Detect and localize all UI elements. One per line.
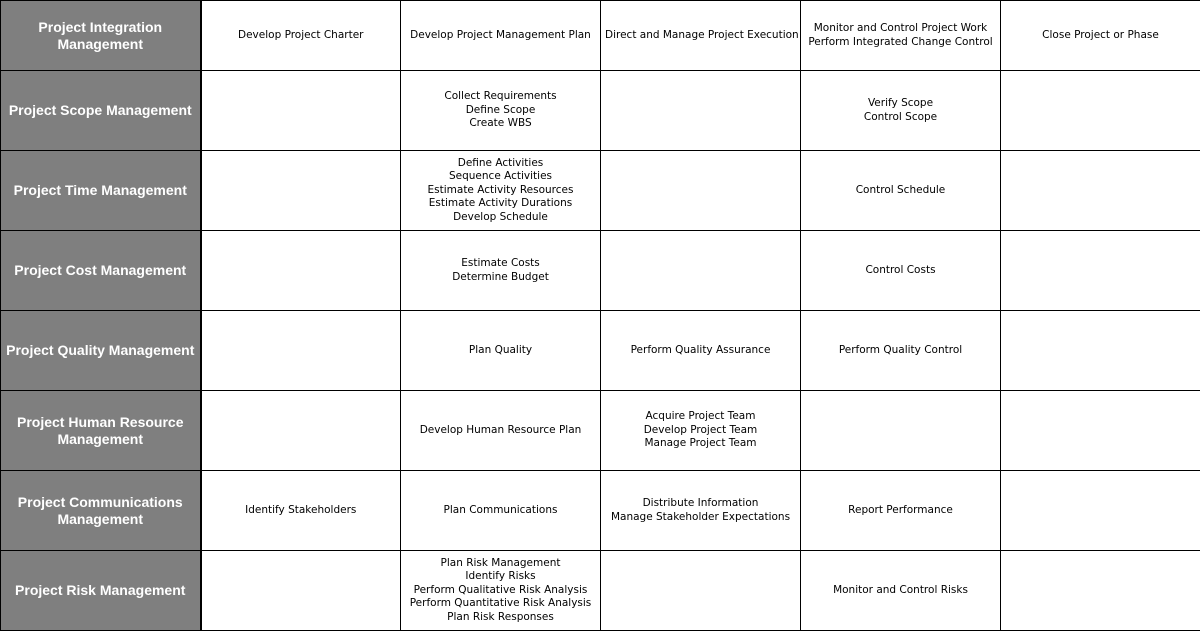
process-name: Sequence Activities	[405, 170, 596, 184]
process-name: Verify Scope	[805, 97, 996, 111]
process-name: Create WBS	[405, 117, 596, 131]
process-cell	[1001, 1, 1200, 71]
process-name: Develop Schedule	[405, 211, 596, 225]
process-name: Determine Budget	[405, 271, 596, 285]
process-name: Acquire Project Team	[605, 410, 796, 424]
knowledge-area-label: Project Integration Management	[1, 1, 201, 71]
process-name: Perform Qualitative Risk Analysis	[405, 584, 596, 598]
process-cell	[201, 71, 401, 151]
process-name: Control Costs	[805, 264, 996, 278]
process-name: Plan Risk Responses	[405, 611, 596, 625]
process-name: Develop Project Team	[605, 424, 796, 438]
process-name: Close Project or Phase	[1005, 29, 1196, 43]
knowledge-area-label: Project Quality Management	[1, 311, 201, 391]
process-cell	[1001, 151, 1200, 231]
process-cell	[801, 151, 1001, 231]
process-name: Develop Human Resource Plan	[405, 424, 596, 438]
process-cell	[401, 1, 601, 71]
process-name: Perform Quality Control	[805, 344, 996, 358]
process-cell	[201, 231, 401, 311]
process-name: Identify Risks	[405, 570, 596, 584]
process-name: Develop Project Charter	[206, 29, 397, 43]
process-cell	[801, 71, 1001, 151]
process-cell	[401, 551, 601, 631]
knowledge-area-row	[1, 231, 1200, 311]
process-name: Perform Quantitative Risk Analysis	[405, 597, 596, 611]
process-cell	[601, 71, 801, 151]
process-name: Control Scope	[805, 111, 996, 125]
process-cell	[1001, 311, 1200, 391]
process-name: Estimate Costs	[405, 257, 596, 271]
knowledge-area-row	[1, 311, 1200, 391]
process-name: Direct and Manage Project Execution	[605, 29, 796, 43]
process-cell	[201, 551, 401, 631]
process-cell	[1001, 391, 1200, 471]
process-cell	[801, 231, 1001, 311]
knowledge-area-label: Project Time Management	[1, 151, 201, 231]
process-cell	[601, 551, 801, 631]
process-cell	[801, 551, 1001, 631]
process-name: Plan Risk Management	[405, 557, 596, 571]
process-cell	[201, 151, 401, 231]
process-name: Perform Integrated Change Control	[805, 36, 996, 50]
process-cell	[201, 391, 401, 471]
knowledge-area-label: Project Human Resource Management	[1, 391, 201, 471]
process-cell	[801, 391, 1001, 471]
process-cell	[601, 311, 801, 391]
process-name: Identify Stakeholders	[206, 504, 397, 518]
process-cell	[801, 311, 1001, 391]
process-name: Estimate Activity Durations	[405, 197, 596, 211]
knowledge-area-label: Project Risk Management	[1, 551, 201, 631]
process-name: Manage Project Team	[605, 437, 796, 451]
process-name: Report Performance	[805, 504, 996, 518]
knowledge-area-row	[1, 71, 1200, 151]
process-cell	[401, 391, 601, 471]
knowledge-area-row	[1, 551, 1200, 631]
process-name: Monitor and Control Risks	[805, 584, 996, 598]
knowledge-area-label: Project Cost Management	[1, 231, 201, 311]
knowledge-area-label: Project Communications Management	[1, 471, 201, 551]
process-name: Plan Communications	[405, 504, 596, 518]
process-cell	[1001, 231, 1200, 311]
process-matrix-body	[1, 1, 1200, 631]
process-name: Develop Project Management Plan	[405, 29, 596, 43]
process-name: Perform Quality Assurance	[605, 344, 796, 358]
process-name: Collect Requirements	[405, 90, 596, 104]
process-cell	[601, 151, 801, 231]
process-cell	[1001, 71, 1200, 151]
process-cell	[601, 471, 801, 551]
process-cell	[401, 151, 601, 231]
process-name: Manage Stakeholder Expectations	[605, 511, 796, 525]
knowledge-area-row	[1, 471, 1200, 551]
process-name: Define Activities	[405, 157, 596, 171]
process-name: Plan Quality	[405, 344, 596, 358]
process-name: Define Scope	[405, 104, 596, 118]
process-cell	[201, 471, 401, 551]
knowledge-area-row	[1, 1, 1200, 71]
process-cell	[601, 1, 801, 71]
knowledge-area-label: Project Scope Management	[1, 71, 201, 151]
process-cell	[601, 231, 801, 311]
process-cell	[401, 311, 601, 391]
process-cell	[1001, 551, 1200, 631]
process-name: Estimate Activity Resources	[405, 184, 596, 198]
process-cell	[201, 311, 401, 391]
process-cell	[401, 71, 601, 151]
process-name: Monitor and Control Project Work	[805, 22, 996, 36]
process-cell	[401, 231, 601, 311]
process-cell	[801, 471, 1001, 551]
process-name: Control Schedule	[805, 184, 996, 198]
process-name: Distribute Information	[605, 497, 796, 511]
knowledge-area-row	[1, 391, 1200, 471]
process-cell	[1001, 471, 1200, 551]
process-cell	[601, 391, 801, 471]
process-cell	[401, 471, 601, 551]
process-cell	[801, 1, 1001, 71]
process-cell	[201, 1, 401, 71]
knowledge-area-row	[1, 151, 1200, 231]
